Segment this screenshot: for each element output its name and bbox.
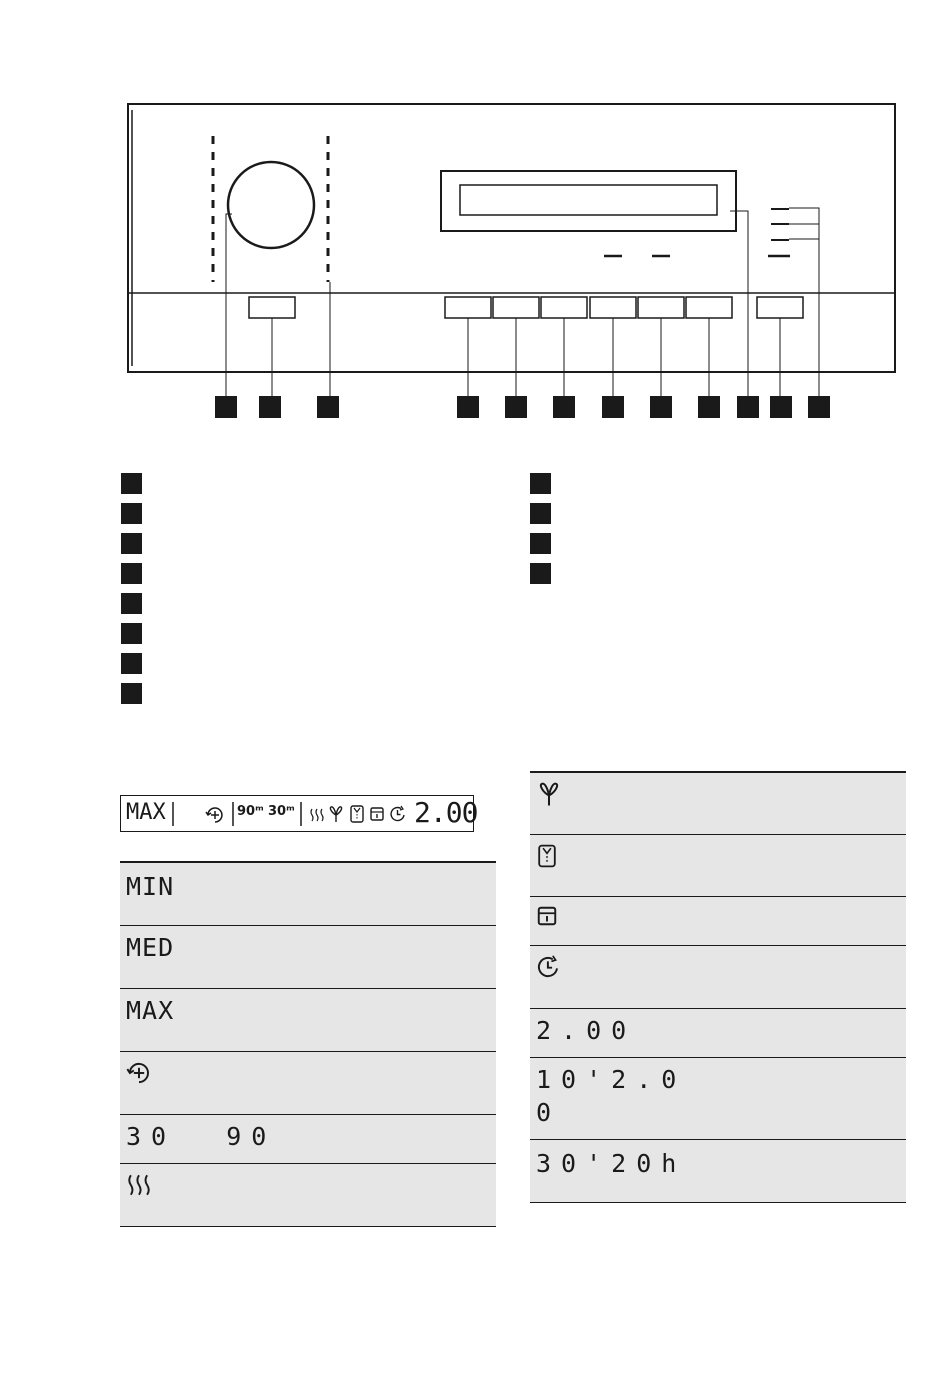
row-symbol: MIN [126,872,175,901]
legend-marker-9 [530,473,551,494]
door-lock-icon [369,806,385,822]
legend-marker-7 [121,653,142,674]
table-row [530,773,906,835]
option-button-4 [590,297,636,318]
callout-1 [215,396,237,418]
table-row [120,1115,496,1164]
display-example [120,795,478,832]
callout-6 [553,396,575,418]
option-button-1 [445,297,491,318]
filter-icon [349,804,365,824]
row-symbol: 30 90 [126,1122,277,1151]
heat-icon [309,807,325,823]
option-button-6 [686,297,732,318]
row-symbol: MAX [126,996,175,1025]
table-row [530,1058,906,1140]
row-symbol: MED [126,933,175,962]
heat-icon [126,1172,152,1198]
table-row [530,1009,906,1058]
display-time-30: 30ᵐ [268,804,295,819]
legend-marker-8 [121,683,142,704]
row-symbol: 30'20h [536,1149,687,1178]
fan-icon [327,805,345,823]
callout-8 [650,396,672,418]
start-pause-left-button [249,297,295,318]
antiwrinkle-icon [205,805,225,825]
legend-marker-12 [530,563,551,584]
filter-icon [536,843,558,869]
legend-marker-11 [530,533,551,554]
callout-2 [259,396,281,418]
table-row [120,926,496,989]
display-time-90: 90ᵐ [237,804,264,819]
callout-10 [737,396,759,418]
delay-start-icon [536,954,564,980]
program-knob [228,162,314,248]
callout-5 [505,396,527,418]
callout-4 [457,396,479,418]
callout-9 [698,396,720,418]
legend-marker-5 [121,593,142,614]
fan-icon [536,781,562,807]
callout-7 [602,396,624,418]
display-level: MAX [126,800,166,825]
delay-start-icon [389,805,409,823]
start-pause-button [757,297,803,318]
option-button-3 [541,297,587,318]
legend-marker-10 [530,503,551,524]
table-row [530,835,906,897]
legend-marker-2 [121,503,142,524]
display-frame [441,171,736,231]
table-row [120,989,496,1052]
legend-marker-3 [121,533,142,554]
row-symbol-continued: 0 [536,1098,562,1127]
callout-11 [770,396,792,418]
table-row [120,1052,496,1115]
legend-marker-6 [121,623,142,644]
table-row [120,1164,496,1227]
display-window [460,185,717,215]
legend-marker-4 [121,563,142,584]
table-row [530,897,906,946]
table-row [530,1140,906,1203]
door-lock-icon [536,905,558,927]
callout-12 [808,396,830,418]
antiwrinkle-icon [126,1060,152,1086]
row-symbol: 2.00 [536,1016,637,1045]
control-panel-diagram [0,0,950,440]
table-row [530,946,906,1009]
callout-3 [317,396,339,418]
option-button-5 [638,297,684,318]
legend-marker-1 [121,473,142,494]
table-row [120,863,496,926]
display-duration: 2.00 [414,796,478,829]
row-symbol: 10'2.0 [536,1065,687,1094]
option-button-2 [493,297,539,318]
